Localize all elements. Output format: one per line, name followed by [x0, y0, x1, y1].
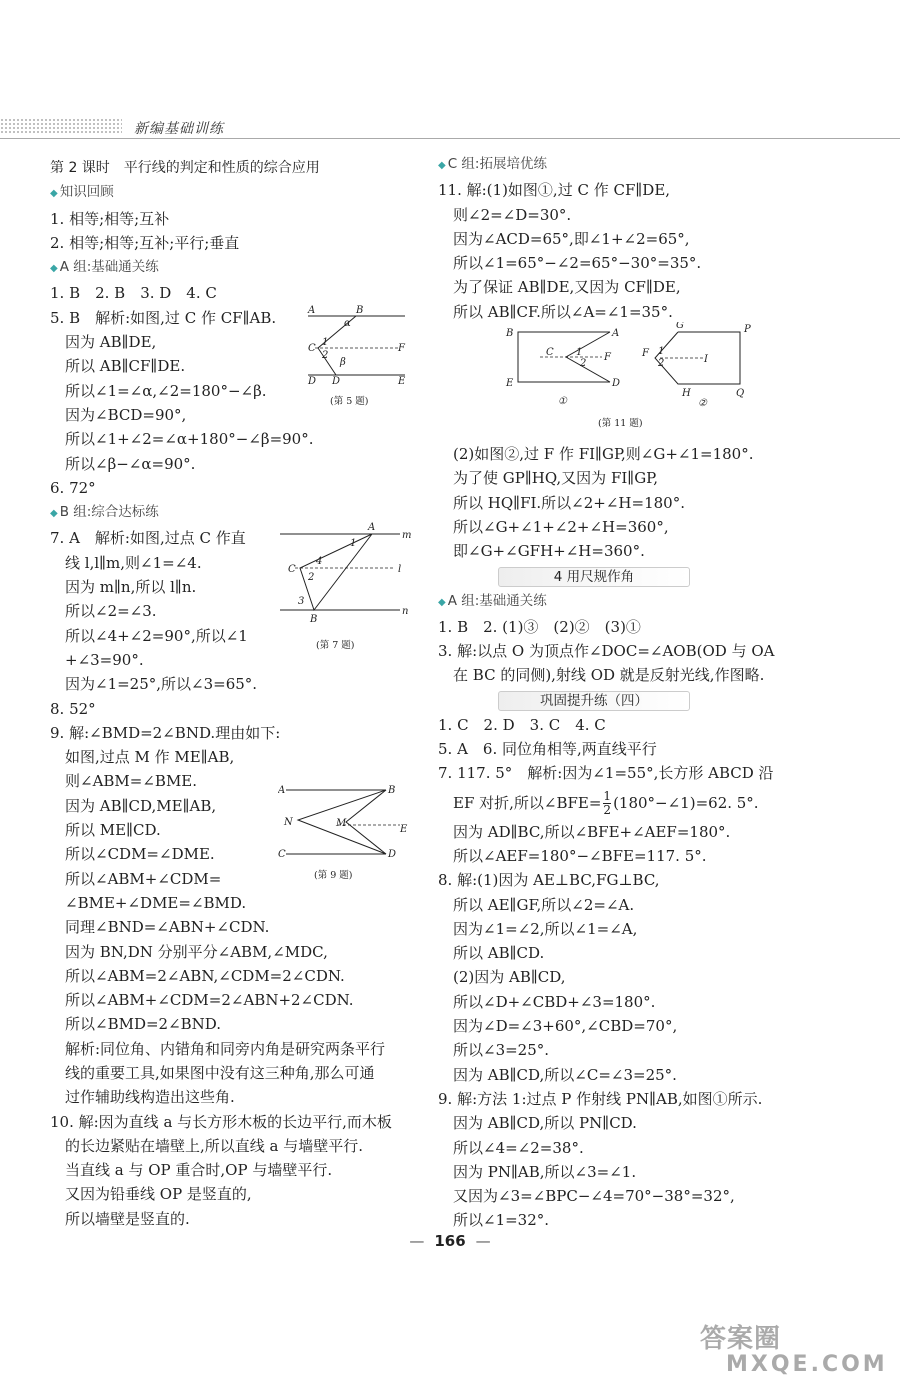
- answer-line: 为了保证 AB∥DE,又因为 CF∥DE,: [438, 278, 681, 297]
- svg-text:C: C: [546, 347, 554, 358]
- watermark-logo-text: 答案圈: [700, 1324, 782, 1354]
- svg-text:N: N: [284, 817, 293, 828]
- svg-text:D: D: [612, 378, 621, 389]
- answer-line: 1. B 2. B 3. D 4. C: [50, 284, 217, 303]
- svg-text:C: C: [308, 343, 316, 354]
- answer-line: 如图,过点 M 作 ME∥AB,: [50, 748, 235, 767]
- svg-text:A: A: [612, 328, 620, 339]
- answer-line: 9. 解:∠BMD=2∠BND.理由如下:: [50, 723, 281, 742]
- svg-text:2: 2: [308, 572, 315, 583]
- answer-line: 所以∠1=32°.: [438, 1211, 550, 1230]
- svg-text:D: D: [332, 376, 341, 387]
- section-heading: ◆ A 组:基础通关练: [438, 589, 858, 615]
- answer-line: 因为 m∥n,所以 l∥n.: [50, 578, 197, 597]
- svg-text:A: A: [278, 785, 286, 796]
- figure-5: [300, 304, 415, 414]
- answer-line: 因为∠BCD=90°,: [50, 405, 187, 424]
- section-heading: ◆ B 组:综合达标练: [50, 500, 420, 526]
- svg-text:A: A: [368, 522, 376, 533]
- svg-text:β: β: [340, 357, 346, 368]
- answer-line: 所以∠AEF=180°−∠BFE=117. 5°.: [438, 846, 707, 865]
- answer-text: EF 对折,所以∠BFE=: [438, 793, 602, 812]
- answer-line: 因为 BN,DN 分别平分∠ABM,∠MDC,: [50, 942, 328, 961]
- answer-line: 8. 52°: [50, 699, 96, 718]
- figure-11: [500, 322, 780, 436]
- answer-line: 3. 解:以点 O 为顶点作∠DOC=∠AOB(OD 与 OA: [438, 642, 775, 661]
- answer-line: 1. C 2. D 3. C 4. C: [438, 715, 606, 734]
- header-dot-pattern: [0, 118, 122, 134]
- page-number: — 166 —: [0, 1232, 900, 1250]
- answer-line: 所以∠ABM+∠CDM=2∠ABN+2∠CDN.: [50, 991, 354, 1010]
- answer-line: 则∠2=∠D=30°.: [438, 205, 572, 224]
- svg-text:E: E: [506, 378, 514, 389]
- figure-7: [280, 520, 415, 659]
- svg-text:2: 2: [658, 358, 665, 369]
- figure-9: [278, 780, 413, 889]
- answer-line: 所以 AB∥CD.: [438, 944, 545, 963]
- answer-line: 1. B 2. (1)③ (2)② (3)①: [438, 617, 641, 636]
- answer-line: 所以∠3=25°.: [438, 1041, 550, 1060]
- series-title: 新编基础训练: [134, 121, 224, 137]
- fraction: [603, 790, 611, 817]
- section-band: 巩固提升练（四）: [498, 691, 690, 711]
- answer-line: 所以∠β−∠α=90°.: [50, 454, 196, 473]
- answer-line: 所以∠G+∠1+∠2+∠H=360°,: [438, 517, 669, 536]
- answer-line: 9. 解:方法 1:过点 P 作射线 PN∥AB,如图①所示.: [438, 1089, 763, 1108]
- svg-text:P: P: [744, 324, 751, 335]
- answer-line: 因为∠D=∠3+60°,∠CBD=70°,: [438, 1017, 678, 1036]
- answer-line: 因为 AB∥CD,所以 PN∥CD.: [438, 1114, 637, 1133]
- answer-line: 因为 PN∥AB,所以∠3=∠1.: [438, 1162, 637, 1181]
- svg-text:E: E: [398, 376, 406, 387]
- answer-line: 因为 AB∥DE,: [50, 333, 157, 352]
- answer-line: 又因为∠3=∠BPC−∠4=70°−38°=32°,: [438, 1187, 735, 1206]
- svg-text:m: m: [402, 530, 412, 541]
- answer-line: 当直线 a 与 OP 重合时,OP 与墙壁平行.: [50, 1161, 333, 1180]
- answer-line: 所以∠1=∠α,∠2=180°−∠β.: [50, 381, 267, 400]
- answer-line: 所以∠CDM=∠DME.: [50, 845, 215, 864]
- section-heading: ◆ C 组:拓展培优练: [438, 152, 858, 178]
- svg-text:Q: Q: [736, 388, 745, 399]
- answer-line: 解析:同位角、内错角和同旁内角是研究两条平行: [50, 1039, 386, 1058]
- svg-text:M: M: [336, 818, 347, 829]
- answer-line: 10. 解:因为直线 a 与长方形木板的长边平行,而木板: [50, 1112, 392, 1131]
- answer-line: 5. A 6. 同位角相等,两直线平行: [438, 740, 657, 759]
- answer-line: 因为 AB∥CD,所以∠C=∠3=25°.: [438, 1065, 677, 1084]
- answer-line: 因为∠1=∠2,所以∠1=∠A,: [438, 919, 638, 938]
- fig11-caption: (第 11 题): [598, 418, 643, 429]
- answer-line: 所以 AB∥CF.所以∠A=∠1=35°.: [438, 302, 673, 321]
- lesson-title: 第 2 课时 平行线的判定和性质的综合应用: [50, 160, 320, 176]
- answer-line: 所以∠D+∠CBD+∠3=180°.: [438, 992, 656, 1011]
- svg-text:B: B: [506, 328, 514, 339]
- answer-line: 所以 AE∥GF,所以∠2=∠A.: [438, 895, 635, 914]
- answer-line: 所以 HQ∥FI.所以∠2+∠H=180°.: [438, 493, 685, 512]
- svg-text:2: 2: [322, 350, 329, 361]
- fraction-denominator: 2: [603, 803, 612, 818]
- section-heading: ◆ 知识回顾: [50, 180, 420, 206]
- svg-text:3: 3: [298, 596, 305, 607]
- answer-line: 过作辅助线构造出这些角.: [50, 1088, 235, 1107]
- band-row: [438, 688, 858, 713]
- svg-text:l: l: [398, 564, 402, 575]
- answer-line: 所以∠1=65°−∠2=65°−30°=35°.: [438, 254, 702, 273]
- svg-text:α: α: [344, 318, 351, 329]
- answer-line: (2)因为 AB∥CD,: [438, 968, 566, 987]
- answer-line: 因为 AB∥CD,ME∥AB,: [50, 796, 217, 815]
- answer-line: 的长边紧贴在墙壁上,所以直线 a 与墙壁平行.: [50, 1136, 364, 1155]
- svg-text:B: B: [356, 305, 364, 316]
- svg-text:B: B: [388, 785, 396, 796]
- svg-text:F: F: [398, 343, 405, 354]
- svg-text:A: A: [308, 305, 316, 316]
- answer-line: 又因为铅垂线 OP 是竖直的,: [50, 1185, 252, 1204]
- svg-text:1: 1: [350, 538, 357, 549]
- answer-line: 所以 AB∥CF∥DE.: [50, 357, 186, 376]
- band-row: [438, 564, 858, 589]
- watermark-url: MXQE.COM: [726, 1352, 888, 1377]
- svg-text:E: E: [400, 824, 408, 835]
- answer-line: 2. 相等;相等;互补;平行;垂直: [50, 233, 240, 252]
- answer-line: 线的重要工具,如果图中没有这三种角,那么可通: [50, 1063, 375, 1082]
- fig9-caption: (第 9 题): [314, 870, 353, 881]
- fraction-tail: (180°−∠1)=62. 5°.: [613, 793, 759, 812]
- svg-text:B: B: [310, 614, 318, 625]
- svg-text:F: F: [642, 348, 649, 359]
- svg-text:F: F: [604, 352, 611, 363]
- answer-line: 7. A 解析:如图,过点 C 作直: [50, 529, 246, 548]
- fig11-label-1: ①: [558, 396, 567, 407]
- answer-line: 所以∠4+∠2=90°,所以∠1: [50, 626, 248, 645]
- svg-text:H: H: [682, 388, 691, 399]
- answer-line: 线 l,l∥m,则∠1=∠4.: [50, 553, 202, 572]
- answer-line: 为了使 GP∥HQ,又因为 FI∥GP,: [438, 469, 659, 488]
- svg-text:1: 1: [658, 346, 665, 357]
- answer-line: 所以 ME∥CD.: [50, 821, 161, 840]
- svg-text:2: 2: [580, 358, 587, 369]
- answer-line: 在 BC 的同侧),射线 OD 就是反射光线,作图略.: [438, 666, 765, 685]
- answer-line: 所以∠ABM+∠CDM=: [50, 869, 222, 888]
- header-rule: [0, 138, 900, 139]
- answer-line: 6. 72°: [50, 478, 96, 497]
- answer-line: 11. 解:(1)如图①,过 C 作 CF∥DE,: [438, 181, 671, 200]
- fig5-caption: (第 5 题): [330, 396, 369, 407]
- svg-text:G: G: [676, 322, 684, 331]
- svg-text:C: C: [278, 849, 286, 860]
- svg-text:4: 4: [316, 556, 323, 567]
- answer-line: +∠3=90°.: [50, 650, 144, 669]
- section-heading: ◆ A 组:基础通关练: [50, 255, 420, 281]
- answer-line: 8. 解:(1)因为 AE⊥BC,FG⊥BC,: [438, 871, 660, 890]
- answer-line: 因为∠ACD=65°,即∠1+∠2=65°,: [438, 229, 690, 248]
- answer-line: 7. 117. 5° 解析:因为∠1=55°,长方形 ABCD 沿: [438, 764, 774, 783]
- answer-line: 所以∠4=∠2=38°.: [438, 1138, 584, 1157]
- answer-line: 则∠ABM=∠BME.: [50, 772, 198, 791]
- fig11-label-2: ②: [698, 398, 707, 409]
- svg-text:I: I: [704, 354, 708, 365]
- answer-line: 1. 相等;相等;互补: [50, 209, 170, 228]
- answer-line: (2)如图②,过 F 作 FI∥GP,则∠G+∠1=180°.: [438, 445, 754, 464]
- answer-line: 所以∠ABM=2∠ABN,∠CDM=2∠CDN.: [50, 966, 345, 985]
- answer-line: 即∠G+∠GFH+∠H=360°.: [438, 542, 645, 561]
- svg-text:D: D: [308, 376, 317, 387]
- svg-text:1: 1: [576, 347, 583, 358]
- answer-line: 同理∠BND=∠ABN+∠CDN.: [50, 918, 270, 937]
- svg-text:1: 1: [322, 337, 329, 348]
- svg-text:C: C: [288, 564, 296, 575]
- answer-line: ∠BME+∠DME=∠BMD.: [50, 893, 247, 912]
- answer-line: 所以∠2=∠3.: [50, 602, 157, 621]
- answer-line: 因为 AD∥BC,所以∠BFE+∠AEF=180°.: [438, 822, 731, 841]
- svg-text:D: D: [388, 849, 397, 860]
- answer-line: [438, 786, 858, 820]
- svg-text:n: n: [402, 606, 409, 617]
- answer-line: 因为∠1=25°,所以∠3=65°.: [50, 675, 258, 694]
- answer-line: 所以∠BMD=2∠BND.: [50, 1015, 222, 1034]
- answer-line: 所以墙壁是竖直的.: [50, 1209, 190, 1228]
- fraction-numerator: 1: [603, 789, 612, 804]
- right-column: [438, 152, 858, 1233]
- answer-line: 5. B 解析:如图,过 C 作 CF∥AB.: [50, 308, 277, 327]
- answer-line: 所以∠1+∠2=∠α+180°−∠β=90°.: [50, 430, 314, 449]
- section-band: 4 用尺规作角: [498, 567, 690, 587]
- fig7-caption: (第 7 题): [316, 640, 355, 651]
